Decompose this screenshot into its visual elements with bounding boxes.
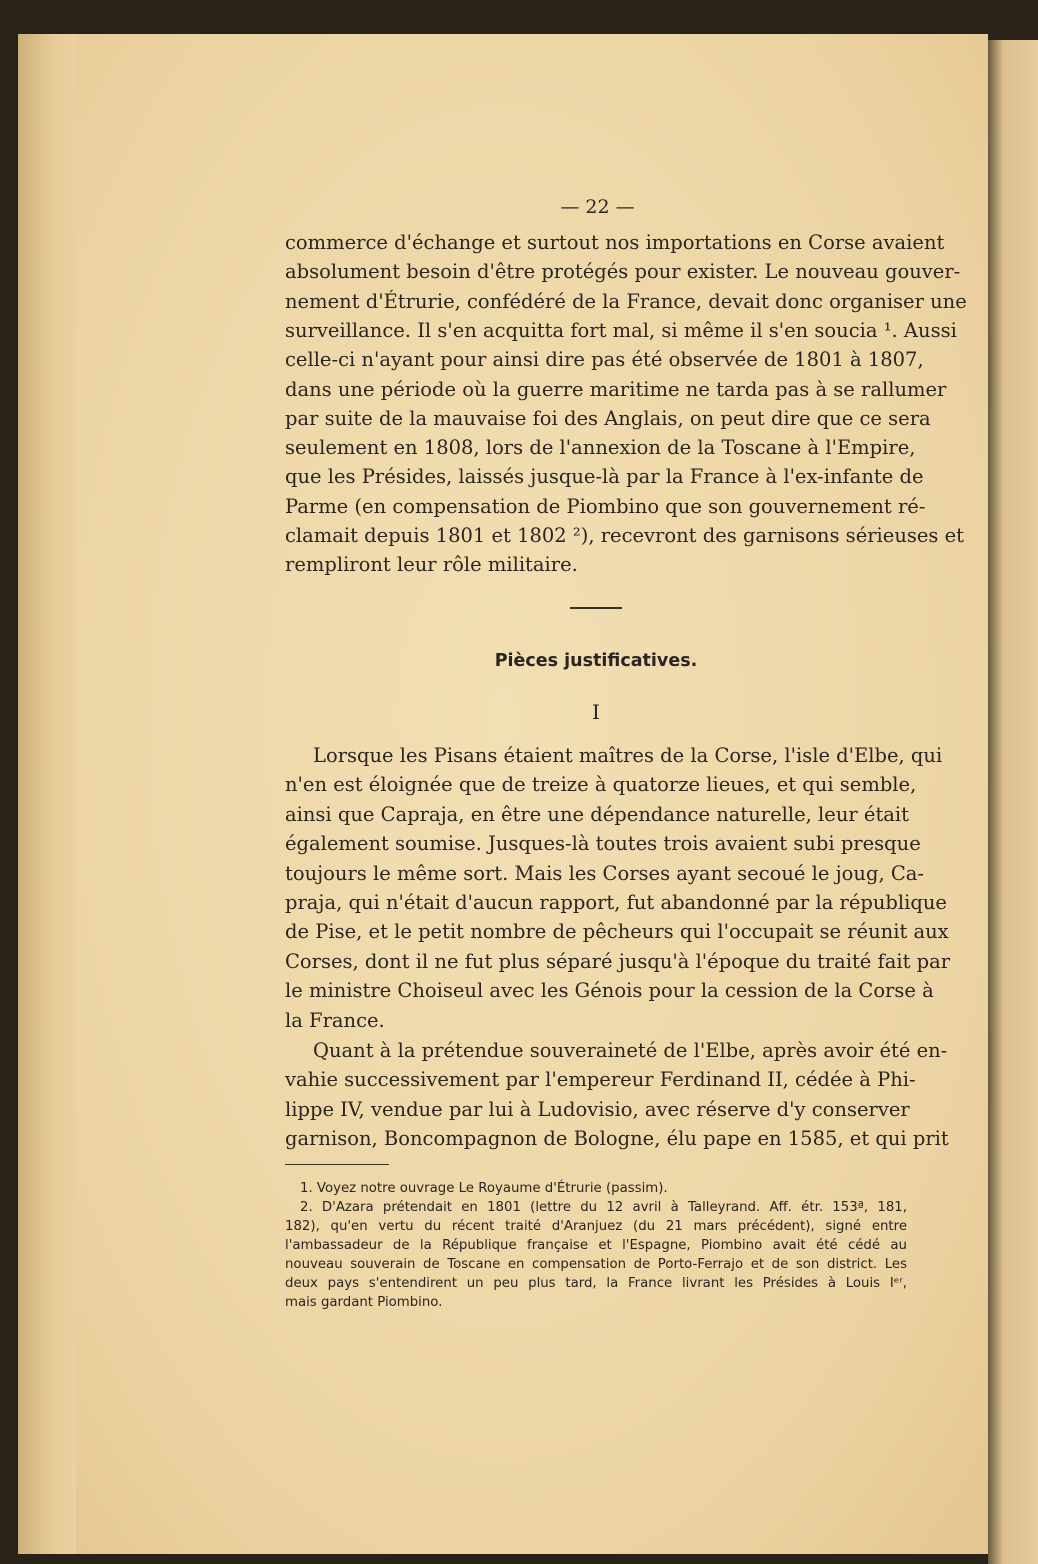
text-line: le ministre Choiseul avec les Génois pour la cession de la Corse à <box>285 979 934 1003</box>
text-line: que les Présides, laissés jusque-là par la France à l'ex-infante de <box>285 465 924 489</box>
section-heading: Pièces justificatives. <box>494 651 698 671</box>
text-line: absolument besoin d'être protégés pour exister. Le nouveau gouver- <box>285 260 961 284</box>
text-line: Parme (en compensation de Piombino que son gouvernement ré- <box>285 494 926 518</box>
text-line: également soumise. Jusques-là toutes trois avaient subi presque <box>285 832 921 856</box>
text-line: praja, qui n'était d'aucun rapport, fut abandonné par la république <box>285 891 947 914</box>
page-gutter <box>18 34 76 1554</box>
text-line: seulement en 1808, lors de l'annexion de la Toscane à l'Empire, <box>285 436 916 460</box>
footnote-divider <box>285 1164 389 1165</box>
text-line: deux pays s'entendirent un peu plus tard, la France livrant les Présides à Louis Iᵉʳ, <box>285 1276 907 1291</box>
text-line: de Pise, et le petit nombre de pêcheurs qui l'occupait se réunit aux <box>285 920 949 944</box>
section-divider <box>570 607 622 609</box>
section-number: I <box>592 700 600 724</box>
text-line: commerce d'échange et surtout nos importations en Corse avaient <box>285 231 945 254</box>
text-line: garnison, Boncompagnon de Bologne, élu pape en 1585, et qui prit <box>285 1127 949 1151</box>
text-line: celle-ci n'ayant pour ainsi dire pas été observée de 1801 à 1807, <box>285 348 924 372</box>
text-line: n'en est éloignée que de treize à quatorze lieues, et qui semble, <box>285 773 917 797</box>
text-line: 182), qu'en vertu du récent traité d'Aranjuez (du 21 mars précédent), signé entre <box>285 1219 907 1234</box>
text-line: nouveau souverain de Toscane en compensation de Porto-Ferrajo et de son district. Les <box>285 1257 907 1272</box>
text-line: toujours le même sort. Mais les Corses ayant secoué le joug, Ca- <box>285 861 924 885</box>
text-line: mais gardant Piombino. <box>285 1295 443 1310</box>
text-line: rempliront leur rôle militaire. <box>285 553 578 577</box>
text-line: nement d'Étrurie, confédéré de la France, devait donc organiser une <box>285 289 967 313</box>
text-line: vahie successivement par l'empereur Ferdinand II, cédée à Phi- <box>285 1068 916 1092</box>
text-line: 1. Voyez notre ouvrage Le Royaume d'Étrurie (passim). <box>300 1181 668 1196</box>
text-line: la France. <box>285 1008 385 1032</box>
text-line: 2. D'Azara prétendait en 1801 (lettre du 12 avril à Talleyrand. Aff. étr. 153ª, 181, <box>300 1200 907 1215</box>
text-line: lippe IV, vendue par lui à Ludovisio, avec réserve d'y conserver <box>285 1097 910 1121</box>
text-line: clamait depuis 1801 et 1802 ²), recevront des garnisons sérieuses et <box>285 524 965 547</box>
text-line: par suite de la mauvaise foi des Anglais, on peut dire que ce sera <box>285 406 931 430</box>
facing-page-edge <box>988 40 1038 1564</box>
text-line: surveillance. Il s'en acquitta fort mal, si même il s'en soucia ¹. Aussi <box>285 318 957 342</box>
text-line: ainsi que Capraja, en être une dépendance naturelle, leur était <box>285 802 909 826</box>
text-line: Corses, dont il ne fut plus séparé jusqu'à l'époque du traité fait par <box>285 949 951 973</box>
text-line: Quant à la prétendue souveraineté de l'Elbe, après avoir été en- <box>313 1039 948 1062</box>
text-line: dans une période où la guerre maritime ne tarda pas à se rallumer <box>285 377 947 401</box>
text-line: l'ambassadeur de la République française et l'Espagne, Piombino avait été cédé au <box>285 1238 907 1253</box>
text-line: Lorsque les Pisans étaient maîtres de la Corse, l'isle d'Elbe, qui <box>313 744 943 767</box>
page-number: — 22 — <box>560 196 635 218</box>
